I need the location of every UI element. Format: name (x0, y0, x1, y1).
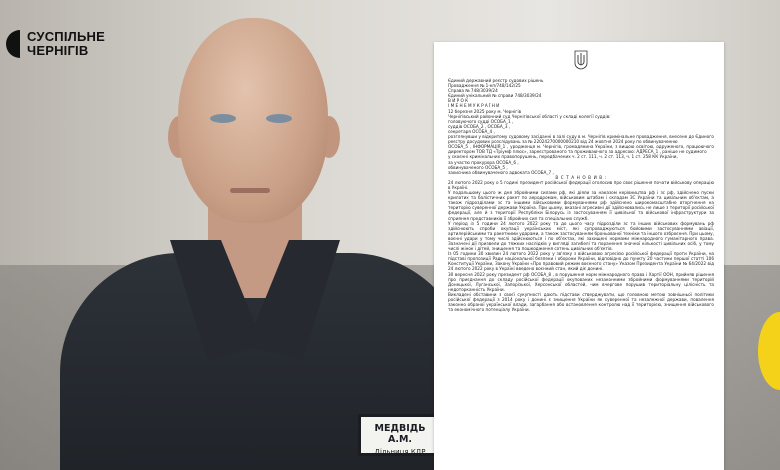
court-verdict-document (434, 42, 724, 470)
doc-paragraph: суддів ОСОБА_2 , ОСОБА_3 , (448, 123, 511, 129)
logo-mark-icon (6, 30, 20, 58)
doc-body-paragraph: У подальшому цього ж дня збройними силами рф, які діяли за наказом керівництва рф і зс рф, здійснено пуски крилатих та балістичних ракет по аеродромам, військовим штабам і складам ЗС України та цивільним об'єктам, а також підрозділами зс та іншими військовими формуваннями рф здійснено широкомасштабне вторгнення на територію суверенної держави Україна. При цьому, вказані агресивні дії здійснювались не лише з території російської федерації, але й з території Республіки Білорусь із застосуванням її цивільної та військової інфраструктури за сприяння представників її збройних сил та спеціальних служб. (448, 190, 714, 221)
doc-body-paragraph: 30 вересня 2022 року президент рф ОСОБА_8 , в порушення норм міжнародного права і Хартії ООН, прийняв рішення про приєднання до складу російської федерації окупованих незаконними збройними формуваннями територій Донецької, Луганської, Запорізької, Херсонської областей, чим вчергове порушив територіальну цілісність та недоторканність України. (448, 271, 714, 292)
badge-subtitle: Дільниця КДР (374, 448, 426, 456)
doc-paragraph: ОСОБА_5 , ІНФОРМАЦІЯ_1 , уродженця м. Чернігів, громадянина України, з вищою освітою, одруженого, працюючого директором ТОВ ТД «Тріумф плюс», зареєстрованого та проживаючого за адресою: АДРЕСА_1 , раніше не судимого (448, 144, 714, 155)
left-eye (210, 114, 236, 123)
name-badge (358, 414, 442, 456)
trident-emblem-icon (574, 50, 588, 70)
doc-body-paragraph: У період із 5 години 24 лютого 2022 року та до цього часу підрозділи зс та інших військових формувань рф здійснюють спроби окупації українських міст, які супроводжуються бойовими застосуваннями авіації, артилерійськими та ракетними ударами, а також застосуванням броньованої техніки та іншого озброєння. При цьому, воєнні удари у тому числі здійснюються і по об'єктах, які захищені нормами міжнародного гуманітарного права. Зазначені дії призвели до тяжких наслідків у вигляді загибелі та поранення значної кількості цивільних осіб, у тому числі жінок і дітей, знищення та пошкодження сотень цивільних об'єктів. (448, 220, 714, 252)
doc-header-line: Провадження № 1-кп/748/142/25 (448, 83, 521, 89)
doc-title-verdict: В И Р О К (448, 98, 469, 104)
doc-header-line: Єдиний державний реєстр судових рішень (448, 78, 544, 83)
doc-header-line: Єдиний унікальний № справи 748/3039/24 (448, 93, 542, 99)
doc-paragraph: 12 березня 2025 року м. Чернігів (448, 108, 522, 114)
doc-title-established: В С Т А Н О В И В : (555, 174, 607, 180)
doc-title-name-of-ukraine: І М Е Н Е М У К Р А Ї Н И (448, 103, 500, 109)
logo-line-1: СУСПІЛЬНЕ (27, 29, 105, 44)
logo-line-2: ЧЕРНІГІВ (27, 43, 89, 58)
doc-paragraph: головуючого судді ОСОБА_1 , (448, 118, 514, 124)
doc-paragraph: у скоєнні кримінальних правопорушень, передбачених ч. 2 ст. 111, ч. 2 ст. 113, ч. 1 ст. 258 КК України, (448, 154, 678, 160)
doc-header-line: Справа № 748/3039/24 (448, 88, 498, 94)
doc-body-paragraph: Викладені обставини з своєї сукупності дають підстави стверджувати, що головною метою зовнішньої політики російської федерації з 2014 року і донині є знищення України як суверенної та незалежної держави, повалення законно обраної української влади, загарбання або встановлення контролю над її територією, знищення військового та економічного потенціалу України. (448, 291, 714, 313)
doc-paragraph: за участю прокурора ОСОБА_6 , (448, 159, 519, 165)
badge-name: МЕДВІДЬ А.М. (374, 423, 426, 445)
doc-body-paragraph: Із 05 години 30 хвилин 24 лютого 2022 року у зв'язку з військовою агресією російської федерації проти України, на підставі пропозиції Ради національної безпеки і оборони України, відповідно до пункту 20 частини першої статті 106 Конституції України, Закону України «Про правовий режим воєнного стану» Указом Президента України № 64/2022 від 24 лютого 2022 року в Україні введено воєнний стан, який діє донині. (448, 251, 714, 272)
mouth (230, 188, 270, 193)
person (60, 18, 470, 470)
right-eye (266, 114, 292, 123)
doc-paragraph: захисника обвинуваченого адвоката ОСОБА_7 , (448, 169, 554, 175)
doc-paragraph: Чернігівський районний суд Чернігівської області у складі колегії суддів: (448, 113, 611, 119)
doc-paragraph: секретаря ОСОБА_4 , (448, 128, 495, 134)
doc-body-paragraph: 24 лютого 2022 року о 5 годині президент російської федерації оголосив про своє рішення почати військову операцію в Україні. (448, 179, 714, 190)
doc-paragraph: обвинуваченого ОСОБА_5 , (448, 164, 508, 170)
doc-paragraph: розглянувши у відкритому судовому засіданні в залі суду в м. Чернігів кримінальне провадження, внесене до Єдиного реєстру досудових розслідувань за № 22024270000000210 від 24 жовтня 2024 року по обвинуваченню (448, 134, 714, 145)
